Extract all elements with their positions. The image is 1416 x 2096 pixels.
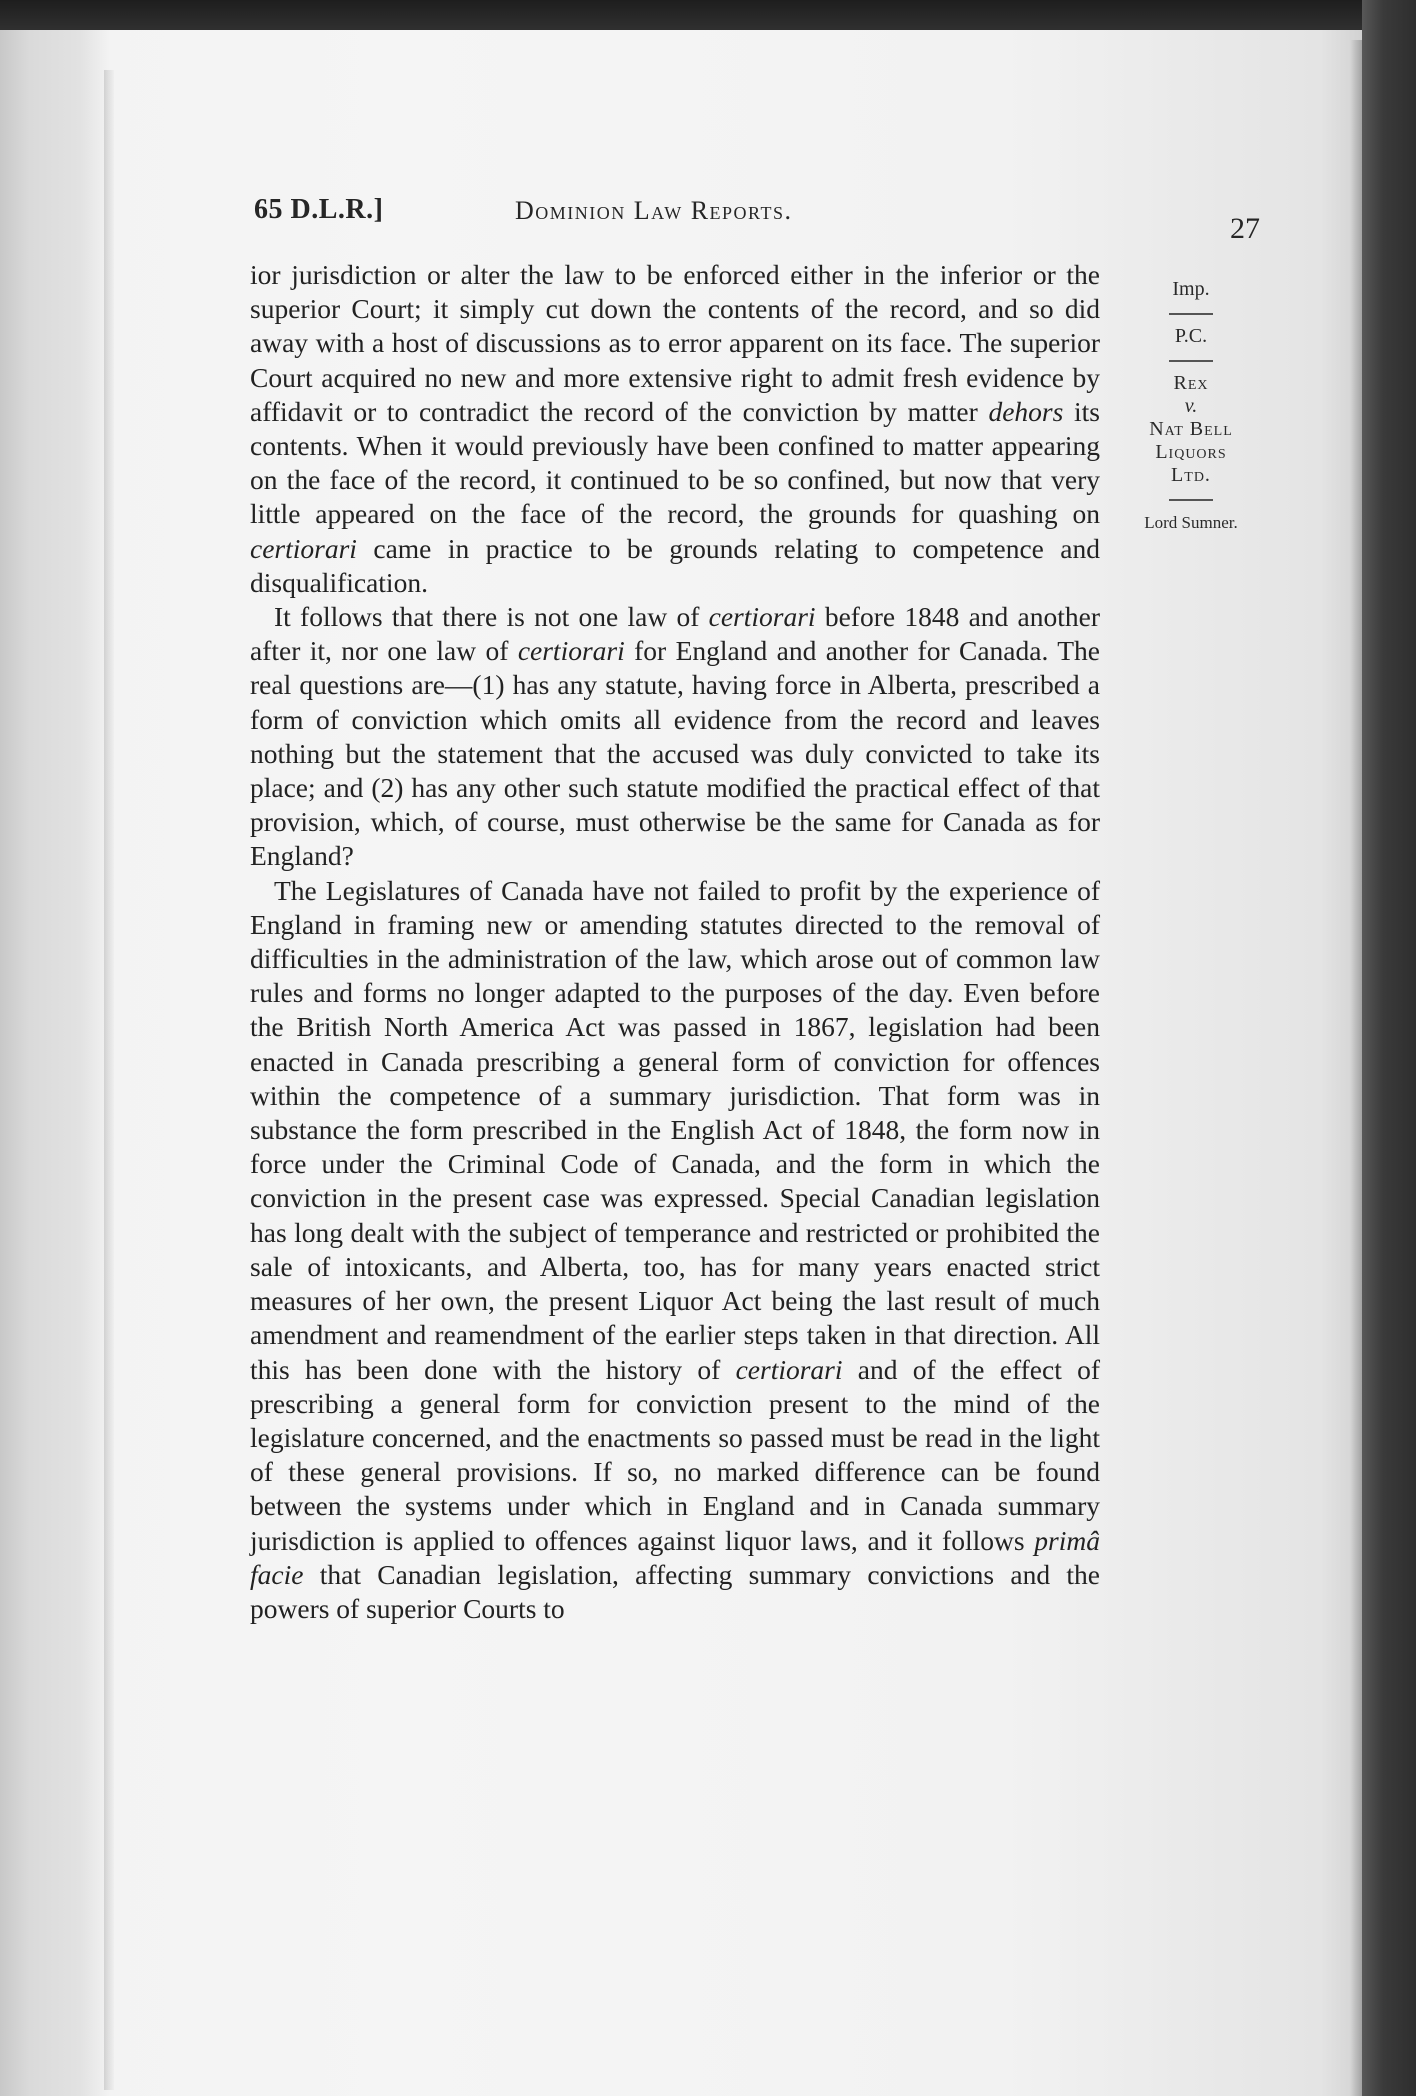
latin-term: certiorari (708, 601, 816, 633)
main-text (250, 258, 1100, 1626)
case-rex: Rex (1173, 372, 1209, 394)
division-label: P.C. (1174, 325, 1208, 347)
book-spine (1362, 0, 1416, 2096)
case-sidenote (1118, 278, 1264, 534)
volume-reference: 65 D.L.R.] (254, 194, 384, 225)
running-head (0, 188, 1290, 245)
report-title: Dominion Law Reports. (515, 196, 793, 225)
latin-term: certiorari (735, 1353, 843, 1385)
case-versus: v. (1184, 395, 1198, 417)
latin-term: certiorari (517, 635, 625, 667)
page-number: 27 (1230, 212, 1260, 245)
latin-term: dehors (988, 395, 1064, 427)
paragraph-3: The Legislatures of Canada have not failed to profit by the experience of England in framing new or amending statutes directed to the removal of difficulties in the administration of the law, which arose out of common law rules and forms no longer adapted to the purposes of the day. Even before the British North America Act was passed in 1867, legislation had been enacted in Canada prescribing a general form of conviction for offences within the competence of a summary jurisdiction. That form was in substance the form prescribed in the English Act of 1848, the form now in force under the Criminal Code of Canada, and the form in which the conviction in the present case was expressed. Special Canadian legislation has long dealt with the subject of temperance and restricted or prohibited the sale of intoxicants, and Alberta, too, has for many years enacted strict measures of her own, the present Liquor Act being the last result of much amendment and reamendment of the earlier steps taken in that direction. All this has been done with the history of certiorari and of the effect of prescribing a general form for conviction present to the mind of the legislature concerned, and the enactments so passed must be read in the light of these general provisions. If so, no marked difference can be found between the systems under which in England and in Canada summary jurisdiction is applied to offences against liquor laws, and it follows primâ facie that Canadian legislation, affecting summary convictions and the powers of superior Courts to (250, 874, 1100, 1624)
paragraph-2: It follows that there is not one law of certiorari before 1848 and another after it, nor one law of certiorari for England and another for Canada. The real questions are—(1) has any statute, having force in Alberta, prescribed a form of conviction which omits all evidence from the record and leaves nothing but the statement that the accused was duly convicted to take its place; and (2) has any other such statute modified the practical effect of that provision, which, of course, must otherwise be the same for Canada as for England? (250, 601, 1100, 872)
paragraph-1: ior jurisdiction or alter the law to be enforced either in the inferior or the superior Court; it simply cut down the contents of the record, and so did away with a host of discussions as to error apparent on its face. The superior Court acquired no new and more extensive right to admit fresh evidence by affidavit or to contradict the record of the conviction by matter dehors its contents. When it would previously have been confined to matter appearing on the face of the record, it continued to be so confined, but now that very little appeared on the face of the record, the grounds for quashing on certiorari came in practice to be grounds relating to competence and disqualification. (250, 259, 1101, 598)
sidenote-rule (1169, 499, 1213, 501)
sidenote-rule (1169, 360, 1213, 362)
latin-term: primâ facie (250, 1524, 1100, 1590)
page-gutter (0, 30, 110, 2096)
court-label: Imp. (1172, 278, 1210, 300)
latin-term: certiorari (250, 532, 357, 564)
judge-name: Lord Sumner. (1144, 513, 1238, 532)
sidenote-rule (1169, 313, 1213, 315)
case-party-line-1: Nat Bell (1149, 418, 1233, 440)
gutter-crease (104, 70, 114, 2090)
case-party-line-3: Ltd. (1171, 464, 1211, 486)
case-party-line-2: Liquors (1155, 441, 1227, 463)
